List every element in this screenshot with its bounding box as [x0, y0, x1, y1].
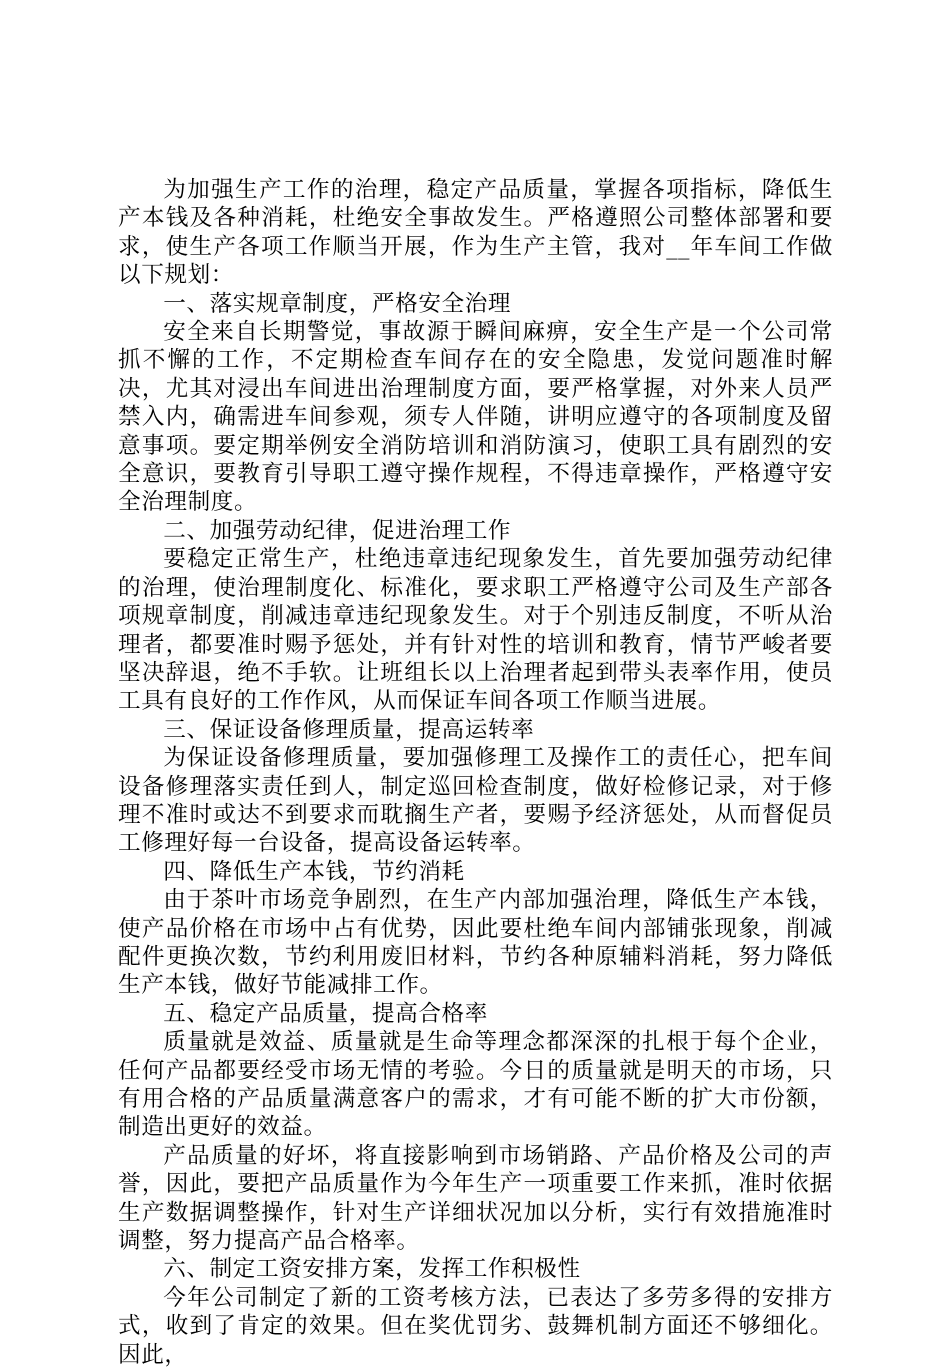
section-1-paragraph: 安全来自长期警觉，事故源于瞬间麻痹，安全生产是一个公司常抓不懈的工作，不定期检查车间存在的安全隐患，发觉问题准时解决，尤其对浸出车间进出治理制度方面，要严格掌握，对外来人员严禁入内，确需进车间参观，须专人伴随，讲明应遵守的各项制度及留意事项。要定期举例安全消防培训和消防演习，使职工具有剧烈的安全意识，要教育引导职工遵守操作规程，不得违章操作，严格遵守安全治理制度。 — [118, 319, 833, 516]
section-heading-1: 一、落实规章制度，严格安全治理 — [163, 290, 512, 317]
intro-paragraph: 为加强生产工作的治理，稳定产品质量，掌握各项指标，降低生产本钱及各种消耗，杜绝安全事故发生。严格遵照公司整体部署和要求，使生产各项工作顺当开展，作为生产主管，我对__年车间工作做以下规划： — [118, 177, 833, 289]
section-5-paragraph-1: 质量就是效益、质量就是生命等理念都深深的扎根于每个企业，任何产品都要经受市场无情的考验。今日的质量就是明天的市场，只有用合格的产品质量满意客户的需求，才有可能不断的扩大市份额，制造出更好的效益。 — [118, 1029, 833, 1141]
section-6-paragraph: 今年公司制定了新的工资考核方法，已表达了多劳多得的安排方式，收到了肯定的效果。但在奖优罚劣、鼓舞机制方面还不够细化。因此， — [118, 1284, 833, 1368]
section-heading-6: 六、制定工资安排方案，发挥工作积极性 — [163, 1256, 581, 1283]
section-heading-2: 二、加强劳动纪律，促进治理工作 — [163, 517, 512, 544]
section-heading-4: 四、降低生产本钱，节约消耗 — [163, 858, 465, 885]
section-4-paragraph: 由于茶叶市场竞争剧烈，在生产内部加强治理，降低生产本钱，使产品价格在市场中占有优势，因此要杜绝车间内部铺张现象，削减配件更换次数，节约利用废旧材料，节约各种原辅料消耗，努力降低生产本钱，做好节能减排工作。 — [118, 887, 833, 999]
document-body — [118, 176, 833, 1369]
section-3-paragraph: 为保证设备修理质量，要加强修理工及操作工的责任心，把车间设备修理落实责任到人，制定巡回检查制度，做好检修记录，对于修理不准时或达不到要求而耽搁生产者，要赐予经济惩处，从而督促员工修理好每一台设备，提高设备运转率。 — [118, 745, 833, 857]
section-heading-3: 三、保证设备修理质量，提高运转率 — [163, 716, 535, 743]
section-5-paragraph-2: 产品质量的好坏，将直接影响到市场销路、产品价格及公司的声誉，因此，要把产品质量作为今年生产一项重要工作来抓，准时依据生产数据调整操作，针对生产详细状况加以分析，实行有效措施准时调整，努力提高产品合格率。 — [118, 1142, 833, 1255]
section-2-paragraph: 要稳定正常生产，杜绝违章违纪现象发生，首先要加强劳动纪律的治理，使治理制度化、标准化，要求职工严格遵守公司及生产部各项规章制度，削减违章违纪现象发生。对于个别违反制度，不听从治理者，都要准时赐予惩处，并有针对性的培训和教育，情节严峻者要坚决辞退，绝不手软。让班组长以上治理者起到带头表率作用，使员工具有良好的工作作风，从而保证车间各项工作顺当进展。 — [118, 546, 833, 715]
section-heading-5: 五、稳定产品质量，提高合格率 — [163, 1000, 488, 1027]
